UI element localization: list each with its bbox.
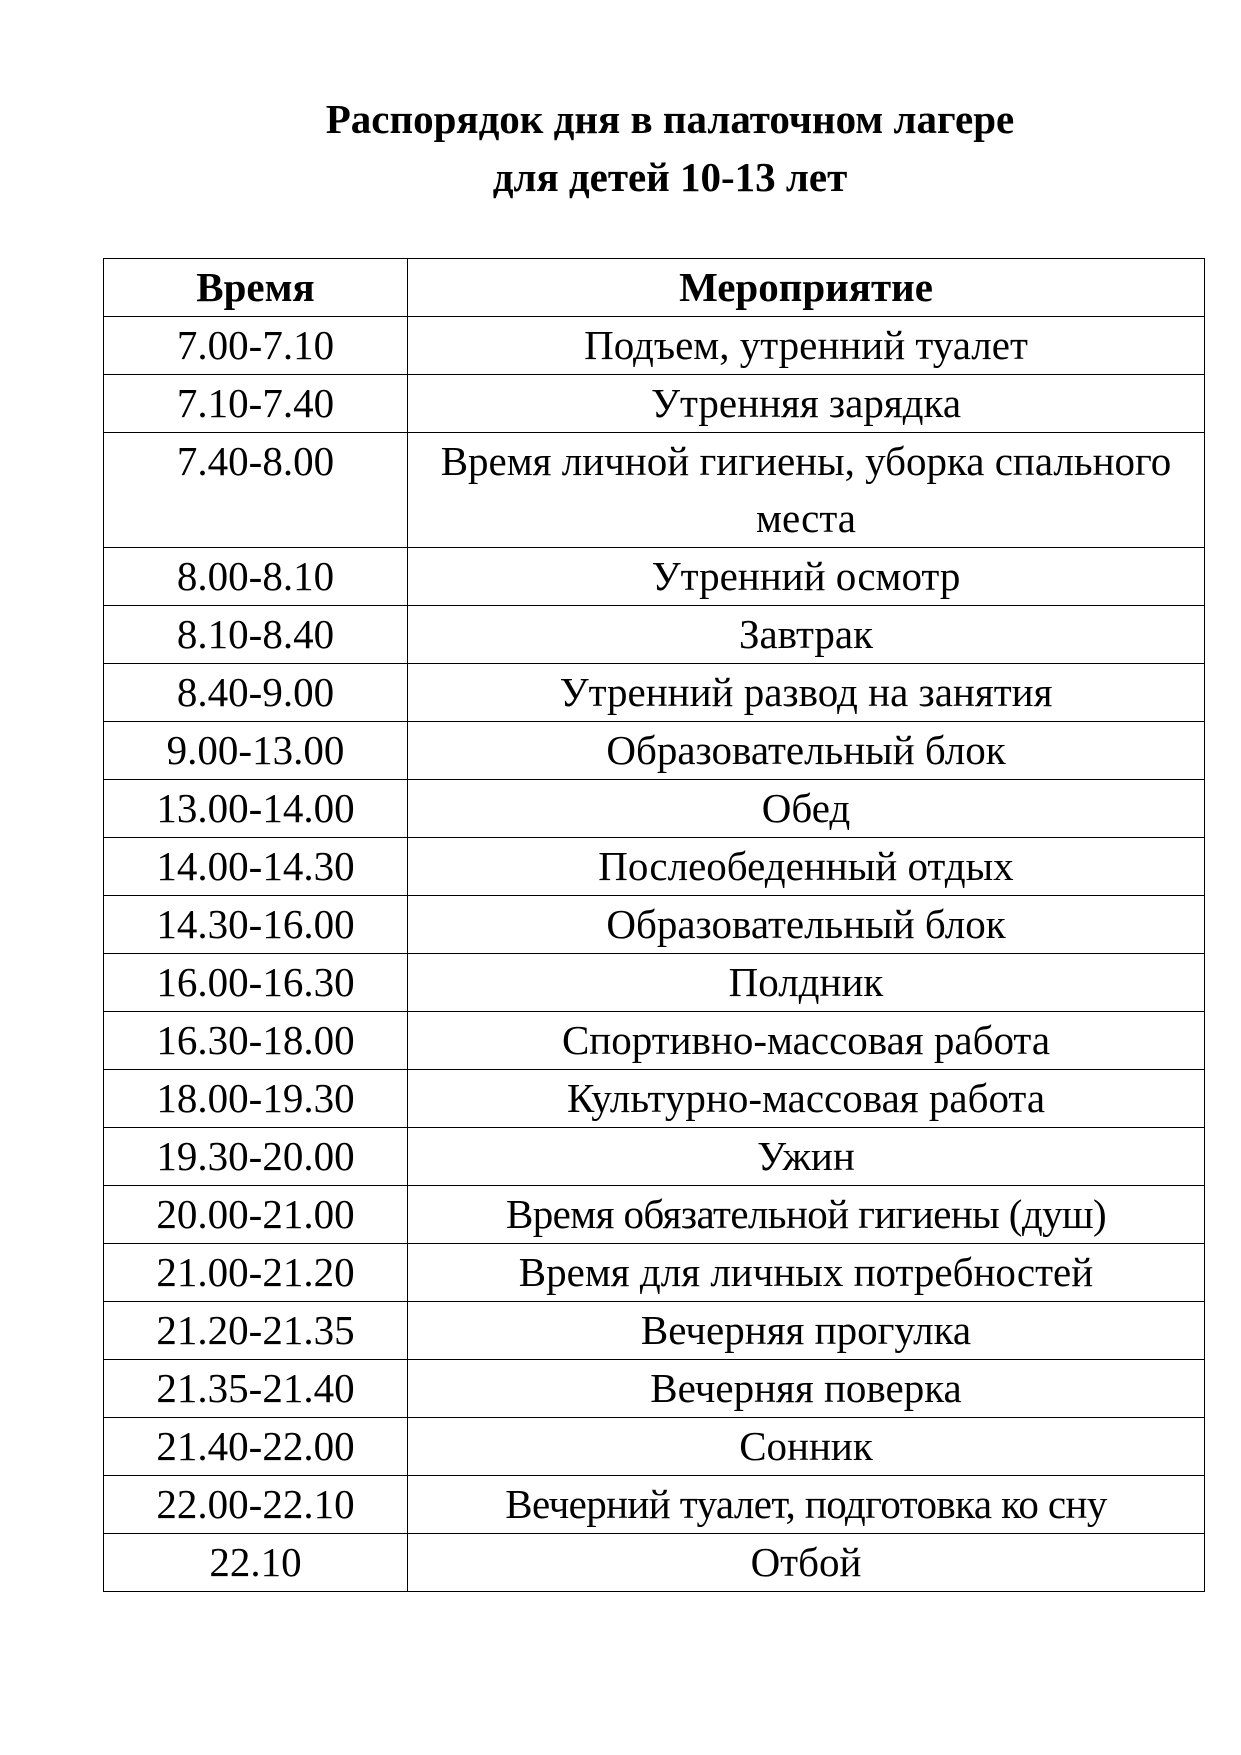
table-row bbox=[104, 1302, 1205, 1360]
event-cell: Утренний осмотр bbox=[408, 548, 1205, 606]
time-cell: 19.30-20.00 bbox=[104, 1128, 408, 1186]
title-line-2: для детей 10-13 лет bbox=[492, 154, 848, 200]
table-row bbox=[104, 1360, 1205, 1418]
time-cell: 7.00-7.10 bbox=[104, 317, 408, 375]
table-row bbox=[104, 1476, 1205, 1534]
time-cell: 22.00-22.10 bbox=[104, 1476, 408, 1534]
table-row bbox=[104, 1186, 1205, 1244]
table-row bbox=[104, 1244, 1205, 1302]
time-cell: 18.00-19.30 bbox=[104, 1070, 408, 1128]
event-cell: Утренний развод на занятия bbox=[408, 664, 1205, 722]
table-row bbox=[104, 780, 1205, 838]
event-cell: Спортивно-массовая работа bbox=[408, 1012, 1205, 1070]
table-row bbox=[104, 954, 1205, 1012]
table-row bbox=[104, 1418, 1205, 1476]
event-cell: Сонник bbox=[408, 1418, 1205, 1476]
event-cell: Вечерний туалет, подготовка ко сну bbox=[408, 1476, 1205, 1534]
table-row bbox=[104, 1012, 1205, 1070]
table-row bbox=[104, 1128, 1205, 1186]
event-cell: Время личной гигиены, уборка спального места bbox=[408, 433, 1205, 548]
time-cell: 20.00-21.00 bbox=[104, 1186, 408, 1244]
table-row bbox=[104, 433, 1205, 548]
time-cell: 21.00-21.20 bbox=[104, 1244, 408, 1302]
document-title bbox=[170, 90, 1170, 206]
table-row bbox=[104, 838, 1205, 896]
time-cell: 21.35-21.40 bbox=[104, 1360, 408, 1418]
header-event: Мероприятие bbox=[408, 259, 1205, 317]
event-cell: Утренняя зарядка bbox=[408, 375, 1205, 433]
time-cell: 14.00-14.30 bbox=[104, 838, 408, 896]
event-cell: Ужин bbox=[408, 1128, 1205, 1186]
table-row bbox=[104, 896, 1205, 954]
event-cell: Послеобеденный отдых bbox=[408, 838, 1205, 896]
table-row bbox=[104, 722, 1205, 780]
event-cell: Вечерняя поверка bbox=[408, 1360, 1205, 1418]
table-row bbox=[104, 548, 1205, 606]
time-cell: 8.00-8.10 bbox=[104, 548, 408, 606]
time-cell: 7.40-8.00 bbox=[104, 433, 408, 548]
header-time: Время bbox=[104, 259, 408, 317]
time-cell: 7.10-7.40 bbox=[104, 375, 408, 433]
time-cell: 14.30-16.00 bbox=[104, 896, 408, 954]
time-cell: 21.20-21.35 bbox=[104, 1302, 408, 1360]
time-cell: 8.40-9.00 bbox=[104, 664, 408, 722]
table-row bbox=[104, 606, 1205, 664]
time-cell: 9.00-13.00 bbox=[104, 722, 408, 780]
time-cell: 22.10 bbox=[104, 1534, 408, 1592]
event-cell: Образовательный блок bbox=[408, 722, 1205, 780]
time-cell: 16.00-16.30 bbox=[104, 954, 408, 1012]
time-cell: 16.30-18.00 bbox=[104, 1012, 408, 1070]
time-cell: 13.00-14.00 bbox=[104, 780, 408, 838]
table-row bbox=[104, 375, 1205, 433]
event-cell: Отбой bbox=[408, 1534, 1205, 1592]
time-cell: 21.40-22.00 bbox=[104, 1418, 408, 1476]
event-cell: Завтрак bbox=[408, 606, 1205, 664]
event-cell: Полдник bbox=[408, 954, 1205, 1012]
event-cell: Образовательный блок bbox=[408, 896, 1205, 954]
event-cell: Подъем, утренний туалет bbox=[408, 317, 1205, 375]
event-cell: Обед bbox=[408, 780, 1205, 838]
table-row bbox=[104, 1070, 1205, 1128]
table-row bbox=[104, 317, 1205, 375]
event-cell: Время обязательной гигиены (душ) bbox=[408, 1186, 1205, 1244]
event-cell: Вечерняя прогулка bbox=[408, 1302, 1205, 1360]
time-cell: 8.10-8.40 bbox=[104, 606, 408, 664]
event-cell: Культурно-массовая работа bbox=[408, 1070, 1205, 1128]
table-row bbox=[104, 1534, 1205, 1592]
table-row bbox=[104, 664, 1205, 722]
event-cell: Время для личных потребностей bbox=[408, 1244, 1205, 1302]
schedule-table bbox=[103, 258, 1205, 1592]
title-line-1: Распорядок дня в палаточном лагере bbox=[325, 96, 1015, 142]
table-header-row bbox=[104, 259, 1205, 317]
